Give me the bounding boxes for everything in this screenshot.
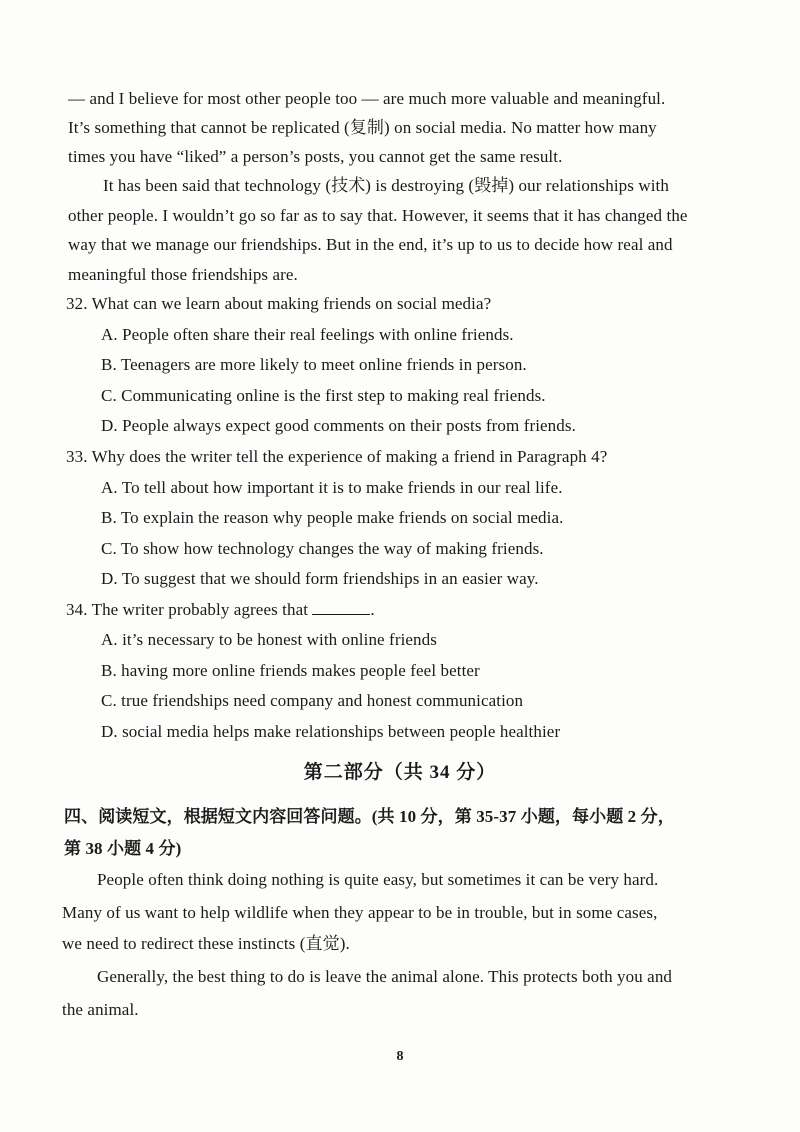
passage-line: It’s something that cannot be replicated (复制) on social media. No matter how many bbox=[68, 118, 657, 137]
answer-blank bbox=[312, 600, 370, 615]
question-34-stem bbox=[66, 599, 375, 621]
question-33-option-b: B. To explain the reason why people make friends on social media. bbox=[101, 508, 564, 527]
passage-two-line: we need to redirect these instincts (直觉). bbox=[62, 934, 350, 953]
passage-line: It has been said that technology (技术) is destroying (毁掉) our relationships with bbox=[103, 176, 669, 195]
question-33-option-a: A. To tell about how important it is to make friends in our real life. bbox=[101, 478, 563, 497]
part-two-heading: 第二部分（共 34 分） bbox=[303, 762, 497, 783]
question-33-stem: 33. Why does the writer tell the experience of making a friend in Paragraph 4? bbox=[66, 447, 608, 466]
question-33-option-d: D. To suggest that we should form friendships in an easier way. bbox=[101, 569, 539, 588]
question-32-option-d: D. People always expect good comments on their posts from friends. bbox=[101, 416, 576, 435]
question-32-stem: 32. What can we learn about making friends on social media? bbox=[66, 294, 492, 313]
question-34-option-b: B. having more online friends makes people feel better bbox=[101, 661, 480, 680]
passage-line: meaningful those friendships are. bbox=[68, 265, 298, 284]
question-32-option-b: B. Teenagers are more likely to meet online friends in person. bbox=[101, 355, 527, 374]
passage-two-line: Generally, the best thing to do is leave the animal alone. This protects both you and bbox=[97, 967, 673, 986]
section-four-instruction-cont: 第 38 小题 4 分) bbox=[64, 839, 182, 858]
question-34-option-a: A. it’s necessary to be honest with online friends bbox=[101, 630, 437, 649]
passage-line: way that we manage our friendships. But in the end, it’s up to us to decide how real and bbox=[68, 235, 673, 254]
passage-two-line: the animal. bbox=[62, 1000, 139, 1019]
section-four-instruction: 四、阅读短文，根据短文内容回答问题。(共 10 分，第 35-37 小题，每小题 2 分， bbox=[64, 807, 675, 826]
passage-line: other people. I wouldn’t go so far as to say that. However, it seems that it has changed the bbox=[68, 206, 688, 225]
question-32-option-c: C. Communicating online is the first step to making real friends. bbox=[101, 386, 546, 405]
question-34-option-d: D. social media helps make relationships between people healthier bbox=[101, 722, 561, 741]
page-number: 8 bbox=[396, 1049, 404, 1064]
passage-two-line: Many of us want to help wildlife when they appear to be in trouble, but in some cases, bbox=[62, 903, 658, 922]
question-34-stem-period: . bbox=[370, 600, 375, 619]
passage-line: — and I believe for most other people too — are much more valuable and meaningful. bbox=[68, 89, 666, 108]
question-32-option-a: A. People often share their real feelings with online friends. bbox=[101, 325, 514, 344]
question-34-option-c: C. true friendships need company and honest communication bbox=[101, 691, 524, 710]
question-33-option-c: C. To show how technology changes the way of making friends. bbox=[101, 539, 544, 558]
passage-line: times you have “liked” a person’s posts, you cannot get the same result. bbox=[68, 147, 563, 166]
question-34-stem-text: 34. The writer probably agrees that bbox=[66, 600, 309, 619]
passage-two-line: People often think doing nothing is quite easy, but sometimes it can be very hard. bbox=[97, 870, 659, 889]
